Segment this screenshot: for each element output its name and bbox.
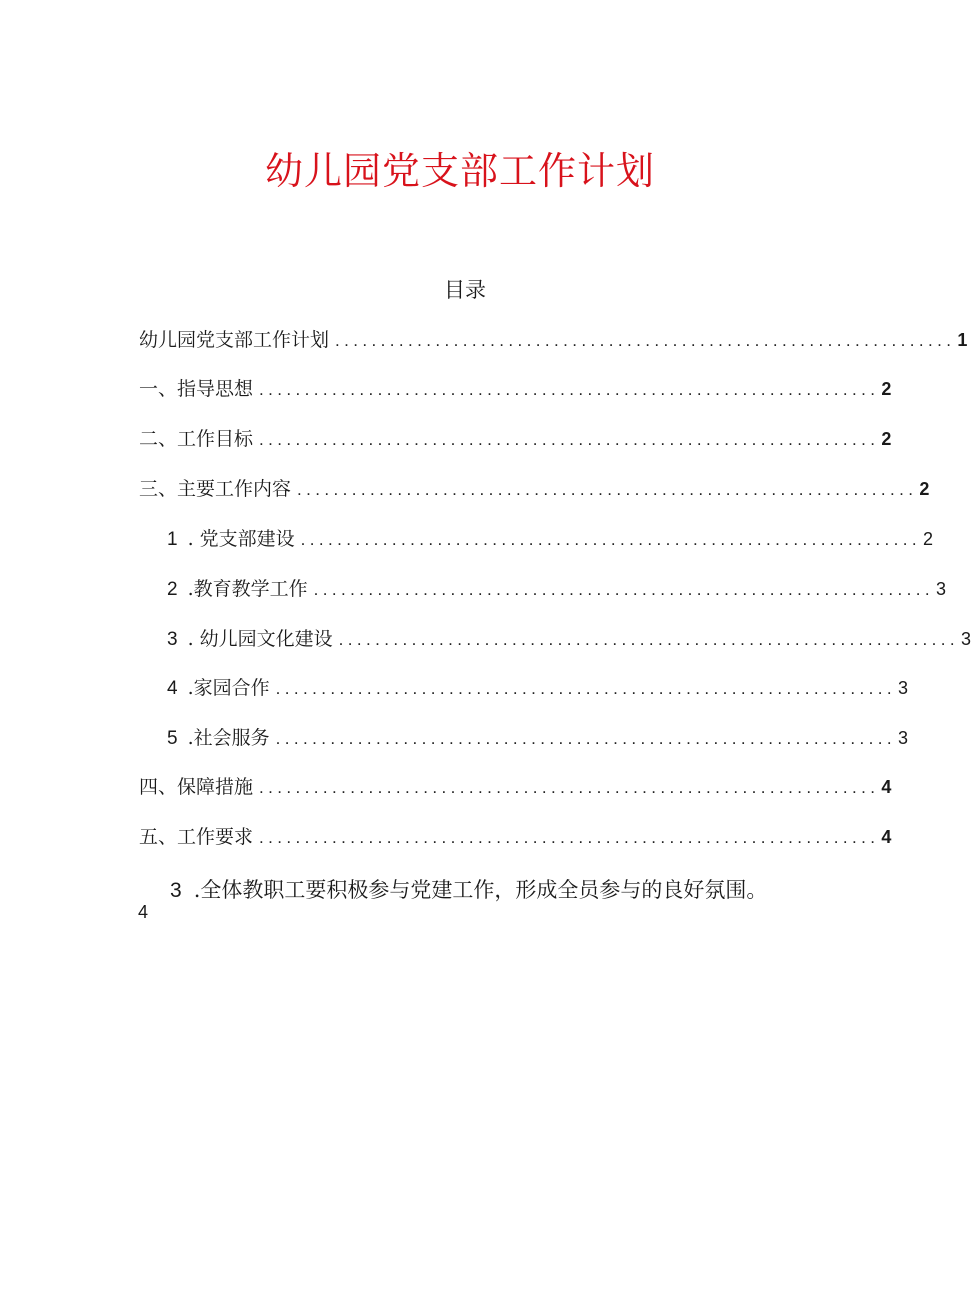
toc-entry-label <box>167 624 339 651</box>
toc-entry-text: .教育教学工作 <box>187 578 308 600</box>
toc-trailing-entry[interactable] <box>170 874 767 904</box>
toc-leader-dots: .................................................................... <box>300 530 922 549</box>
toc-subentry-social-service[interactable] <box>167 723 909 753</box>
toc-page-number: 4 <box>881 827 892 847</box>
toc-page-number: 2 <box>923 529 934 549</box>
toc-entry-label: 二、工作目标 <box>139 428 254 450</box>
toc-leader-dots: .................................................................... <box>297 480 918 499</box>
toc-entry-label: 一、指导思想 <box>139 378 254 400</box>
toc-entry-guiding-ideology[interactable] <box>139 374 892 404</box>
toc-page-number: 2 <box>919 479 930 499</box>
toc-page-number: 4 <box>138 902 149 922</box>
toc-entry-number: 4 <box>167 678 178 699</box>
toc-entry-label <box>167 574 314 601</box>
toc-leader-dots: .................................................................... <box>313 580 934 599</box>
toc-entry-label: 幼儿园党支部工作计划 <box>139 329 330 351</box>
toc-leader-dots: .................................................................... <box>259 380 880 399</box>
toc-entry-label <box>167 723 276 750</box>
toc-entry-label: 五、工作要求 <box>139 826 254 848</box>
toc-entry-work-goals[interactable] <box>139 424 892 454</box>
document-title: 幼儿园党支部工作计划 <box>264 149 655 193</box>
toc-entry-label <box>167 673 276 700</box>
toc-entry-label <box>167 524 301 551</box>
toc-subentry-teaching[interactable] <box>167 574 947 604</box>
toc-entry-text: . 幼儿园文化建设 <box>187 628 333 650</box>
toc-entry-label: 三、主要工作内容 <box>139 478 292 500</box>
toc-entry-number: 1 <box>167 529 178 550</box>
toc-entry-safeguards[interactable] <box>139 772 892 802</box>
toc-page-number: 2 <box>881 429 892 449</box>
toc-entry-main-work[interactable] <box>139 474 930 504</box>
toc-entry-number: 3 <box>167 629 178 650</box>
toc-entry-work-requirements[interactable] <box>139 822 892 852</box>
toc-leader-dots: .................................................................... <box>275 729 896 748</box>
toc-entry-label: 四、保障措施 <box>139 776 254 798</box>
toc-leader-dots: .................................................................... <box>259 430 880 449</box>
toc-leader-dots: .................................................................... <box>259 778 880 797</box>
toc-leader-dots: .................................................................... <box>275 679 896 698</box>
toc-page-number: 3 <box>936 579 947 599</box>
toc-entry-number: 3 <box>170 879 182 902</box>
toc-page-number: 3 <box>898 678 909 698</box>
toc-page-number: 3 <box>898 728 909 748</box>
toc-entry-number: 5 <box>167 728 178 749</box>
toc-leader-dots: .................................................................... <box>259 828 880 847</box>
toc-leader-dots: .................................................................... <box>338 630 960 649</box>
toc-leader-dots: .................................................................... <box>335 331 956 350</box>
toc-entry-text: .全体教职工要积极参与党建工作，形成全员参与的良好氛围。 <box>193 878 768 902</box>
toc-heading: 目录 <box>444 278 486 302</box>
toc-page-number: 3 <box>961 629 971 649</box>
toc-entry-text: .家园合作 <box>187 677 270 699</box>
toc-subentry-home-school[interactable] <box>167 673 909 703</box>
toc-entry-title[interactable] <box>139 325 968 355</box>
toc-subentry-party-branch[interactable] <box>167 524 934 554</box>
toc-page-number: 2 <box>881 379 892 399</box>
toc-page-number: 1 <box>957 330 968 350</box>
toc-page-number: 4 <box>881 777 892 797</box>
toc-entry-text: .社会服务 <box>187 727 270 749</box>
toc-subentry-culture[interactable] <box>167 624 971 654</box>
toc-entry-text: . 党支部建设 <box>187 528 295 550</box>
toc-entry-number: 2 <box>167 579 178 600</box>
